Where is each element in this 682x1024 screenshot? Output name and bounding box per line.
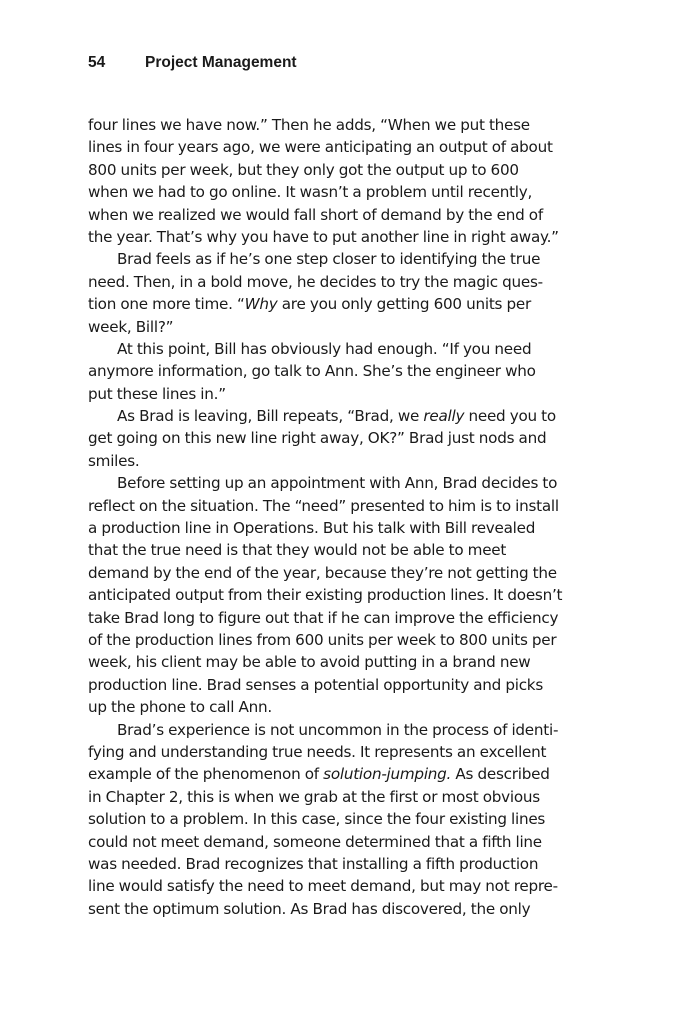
- text-run: could not meet demand, someone determined that a fifth line: [88, 832, 542, 851]
- text-run: week, his client may be able to avoid putting in a brand new: [88, 653, 531, 672]
- text-run: that the true need is that they would not be able to meet: [88, 541, 507, 560]
- text-run: tion one more time. “: [88, 295, 245, 314]
- text-run: solution to a problem. In this case, since the four existing lines: [88, 810, 546, 829]
- text-line: [88, 539, 600, 561]
- text-line: [88, 136, 600, 158]
- text-run: reflect on the situation. The “need” presented to him is to install: [88, 496, 559, 515]
- text-line: [88, 405, 600, 427]
- text-line: [88, 248, 600, 270]
- text-run: 800 units per week, but they only got the output up to 600: [88, 160, 519, 179]
- text-line: [88, 472, 600, 494]
- text-line: [88, 607, 600, 629]
- text-run: As described: [451, 765, 550, 784]
- text-run: line would satisfy the need to meet demand, but may not repre-: [88, 877, 558, 896]
- text-run: was needed. Brad recognizes that installing a fifth production: [88, 854, 539, 873]
- text-run: a production line in Operations. But his talk with Bill revealed: [88, 519, 536, 538]
- text-run: take Brad long to figure out that if he can improve the efficiency: [88, 608, 559, 627]
- italic-text: Why: [244, 295, 278, 314]
- text-run: week, Bill?”: [88, 317, 174, 336]
- text-line: [88, 651, 600, 673]
- text-run: smiles.: [88, 451, 140, 470]
- text-run: need you to: [464, 407, 556, 426]
- text-run: Brad feels as if he’s one step closer to identifying the true: [117, 250, 541, 269]
- text-line: [88, 114, 600, 136]
- text-run: As Brad is leaving, Bill repeats, “Brad, we: [117, 407, 424, 426]
- text-run: of the production lines from 600 units per week to 800 units per: [88, 630, 557, 649]
- text-line: [88, 875, 600, 897]
- text-line: [88, 271, 600, 293]
- text-line: [88, 383, 600, 405]
- text-line: [88, 831, 600, 853]
- text-line: [88, 898, 600, 920]
- text-run: Before setting up an appointment with Ann, Brad decides to: [117, 474, 558, 493]
- text-line: [88, 719, 600, 741]
- text-line: [88, 629, 600, 651]
- running-head: [88, 52, 600, 74]
- text-run: are you only getting 600 units per: [277, 295, 531, 314]
- text-run: in Chapter 2, this is when we grab at the first or most obvious: [88, 787, 540, 806]
- text-line: [88, 181, 600, 203]
- text-line: [88, 293, 600, 315]
- text-line: [88, 159, 600, 181]
- page-number: 54: [88, 54, 106, 71]
- text-run: Brad’s experience is not uncommon in the process of identi-: [117, 720, 559, 739]
- text-line: [88, 808, 600, 830]
- text-line: [88, 338, 600, 360]
- text-run: anticipated output from their existing production lines. It doesn’t: [88, 586, 563, 605]
- text-line: [88, 584, 600, 606]
- text-line: [88, 853, 600, 875]
- text-run: production line. Brad senses a potential opportunity and picks: [88, 675, 544, 694]
- text-line: [88, 316, 600, 338]
- running-title: Project Management: [145, 54, 297, 71]
- text-run: the year. That’s why you have to put another line in right away.”: [88, 227, 559, 246]
- text-run: lines in four years ago, we were anticipating an output of about: [88, 138, 553, 157]
- book-page: [88, 52, 600, 920]
- text-run: up the phone to call Ann.: [88, 698, 272, 717]
- text-line: [88, 741, 600, 763]
- text-line: [88, 674, 600, 696]
- text-line: [88, 495, 600, 517]
- text-line: [88, 226, 600, 248]
- text-run: get going on this new line right away, OK?” Brad just nods and: [88, 429, 547, 448]
- text-run: sent the optimum solution. As Brad has discovered, the only: [88, 899, 531, 918]
- body-text: [88, 114, 600, 920]
- italic-text: really: [423, 407, 465, 426]
- text-line: [88, 450, 600, 472]
- text-run: when we realized we would fall short of demand by the end of: [88, 205, 543, 224]
- text-line: [88, 204, 600, 226]
- text-run: example of the phenomenon of: [88, 765, 324, 784]
- text-line: [88, 786, 600, 808]
- text-run: At this point, Bill has obviously had enough. “If you need: [117, 339, 532, 358]
- text-run: put these lines in.”: [88, 384, 226, 403]
- text-run: fying and understanding true needs. It represents an excellent: [88, 742, 547, 761]
- text-line: [88, 517, 600, 539]
- italic-text: solution-jumping.: [323, 765, 452, 784]
- text-line: [88, 763, 600, 785]
- text-run: need. Then, in a bold move, he decides to try the magic ques-: [88, 272, 543, 291]
- text-run: anymore information, go talk to Ann. She’s the engineer who: [88, 362, 536, 381]
- text-line: [88, 562, 600, 584]
- text-run: when we had to go online. It wasn’t a problem until recently,: [88, 183, 533, 202]
- text-line: [88, 427, 600, 449]
- text-line: [88, 360, 600, 382]
- text-run: four lines we have now.” Then he adds, “When we put these: [88, 116, 530, 134]
- text-run: demand by the end of the year, because they’re not getting the: [88, 563, 557, 582]
- text-line: [88, 696, 600, 718]
